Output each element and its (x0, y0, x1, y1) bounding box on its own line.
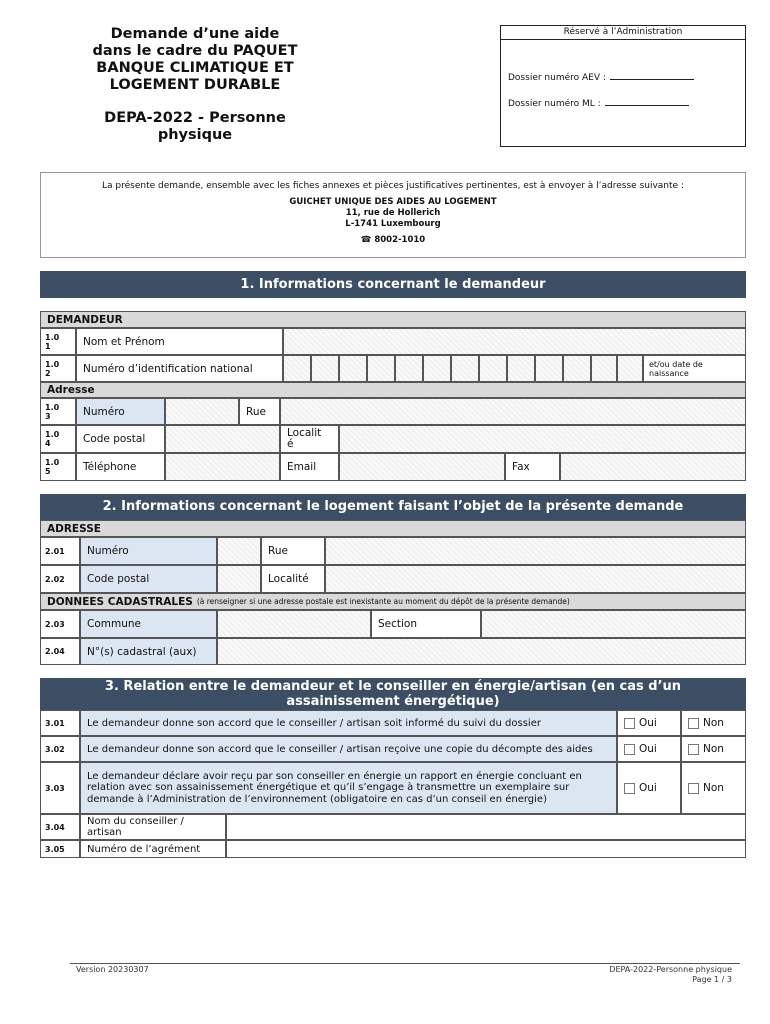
commune-label: Commune (80, 610, 217, 638)
copie-decompte-non[interactable] (681, 736, 746, 762)
accord-suivi-label: Le demandeur donne son accord que le conseiller / artisan soit informé du suivi du dossier (80, 710, 617, 736)
logement-numero-input[interactable] (217, 537, 261, 565)
section-input[interactable] (481, 610, 746, 638)
ml-label: Dossier numéro ML : (508, 99, 601, 109)
checkbox-icon[interactable] (688, 718, 699, 729)
admin-header: Réservé à l’Administration (501, 26, 745, 40)
oui-label: Oui (639, 717, 657, 729)
logement-localite-label: Localité (261, 565, 325, 593)
copie-decompte-label: Le demandeur donne son accord que le conseiller / artisan reçoive une copie du décompte des aides (80, 736, 617, 762)
logement-localite-input[interactable] (325, 565, 746, 593)
checkbox-icon[interactable] (688, 744, 699, 755)
checkbox-icon[interactable] (624, 783, 635, 794)
nom-prenom-label: Nom et Prénom (76, 328, 283, 355)
agrement-label: Numéro de l’agrément (80, 840, 226, 858)
logement-numero-label: Numéro (80, 537, 217, 565)
row-number: 2.02 (40, 565, 80, 593)
section-label: Section (371, 610, 481, 638)
telephone-input[interactable] (165, 453, 280, 481)
row-number: 3.05 (40, 840, 80, 858)
row-number: 1.0 2 (40, 355, 76, 382)
section3-title-line: 3. Relation entre le demandeur et le conseiller en énergie/artisan (en cas d’un (104, 679, 682, 694)
rapport-energie-oui[interactable] (617, 762, 681, 814)
code-postal-input[interactable] (165, 425, 280, 453)
logement-rue-label: Rue (261, 537, 325, 565)
row-number: 3.02 (40, 736, 80, 762)
matricule-digit[interactable] (479, 355, 507, 382)
matricule-digit[interactable] (535, 355, 563, 382)
row-number: 1.0 4 (40, 425, 76, 453)
demandeur-label: DEMANDEUR (40, 311, 746, 328)
row-number: 2.04 (40, 638, 80, 665)
title-line: DEPA-2022 - Personne (104, 110, 286, 126)
email-label: Email (280, 453, 339, 481)
localite-label: Localit é (280, 425, 339, 453)
oui-label: Oui (639, 743, 657, 755)
rapport-energie-non[interactable] (681, 762, 746, 814)
localite-input[interactable] (339, 425, 746, 453)
address-street: 11, rue de Hollerich (345, 208, 441, 218)
row-number: 3.04 (40, 814, 80, 840)
logement-cp-label: Code postal (80, 565, 217, 593)
telephone-label: Téléphone (76, 453, 165, 481)
oui-label: Oui (639, 782, 657, 794)
numero-input[interactable] (165, 398, 239, 425)
adresse-label: ADRESSE (40, 520, 746, 537)
accord-suivi-non[interactable] (681, 710, 746, 736)
conseiller-name-input[interactable] (226, 814, 746, 840)
ml-line (508, 99, 689, 109)
logement-cp-input[interactable] (217, 565, 261, 593)
footer-page: Page 1 / 3 (692, 975, 732, 984)
title-line: Demande d’une aide (110, 26, 280, 42)
address-box (40, 172, 746, 258)
non-label: Non (703, 782, 724, 794)
aev-field[interactable] (610, 79, 694, 80)
non-label: Non (703, 743, 724, 755)
agrement-input[interactable] (226, 840, 746, 858)
date-naissance-note: et/ou date de naissance (643, 355, 746, 382)
section1-header: 1. Informations concernant le demandeur (40, 271, 746, 298)
address-org: GUICHET UNIQUE DES AIDES AU LOGEMENT (289, 197, 497, 207)
matricule-digit[interactable] (423, 355, 451, 382)
matricule-digit[interactable] (311, 355, 339, 382)
matricule-digit[interactable] (283, 355, 311, 382)
matricule-digit[interactable] (339, 355, 367, 382)
address-city: L-1741 Luxembourg (345, 219, 441, 229)
checkbox-icon[interactable] (624, 744, 635, 755)
rapport-energie-label: Le demandeur déclare avoir reçu par son conseiller en énergie un rapport en énergie concluant en relation avec son assainissement énergétique et qu’il s’engage à transmettre un exemplaire sur demande à l’Administration de l’environnement (obligatoire en cas d’un conseil en énergie) (80, 762, 617, 814)
commune-input[interactable] (217, 610, 371, 638)
rue-label: Rue (239, 398, 280, 425)
fax-input[interactable] (560, 453, 746, 481)
row-number: 3.03 (40, 762, 80, 814)
row-number: 2.03 (40, 610, 80, 638)
matricule-digit[interactable] (591, 355, 617, 382)
address-phone: ☎ 8002-1010 (360, 235, 426, 245)
cadastre-note: (à renseigner si une adresse postale est inexistante au moment du dépôt de la présente demande) (196, 597, 570, 606)
copie-decompte-oui[interactable] (617, 736, 681, 762)
matricule-digit[interactable] (451, 355, 479, 382)
footer-rule (70, 963, 740, 964)
numero-label: Numéro (76, 398, 165, 425)
title-line: physique (157, 127, 233, 143)
row-number: 2.01 (40, 537, 80, 565)
title-line: LOGEMENT DURABLE (109, 77, 281, 93)
matricule-digit[interactable] (395, 355, 423, 382)
rue-input[interactable] (280, 398, 746, 425)
row-number: 3.01 (40, 710, 80, 736)
section3-header (40, 678, 746, 710)
footer-version: Version 20230307 (76, 965, 149, 974)
matricule-digit[interactable] (507, 355, 535, 382)
cadastral-number-label: N°(s) cadastral (aux) (80, 638, 217, 665)
section2-header: 2. Informations concernant le logement faisant l’objet de la présente demande (40, 494, 746, 520)
email-input[interactable] (339, 453, 505, 481)
cadastral-number-input[interactable] (217, 638, 746, 665)
adresse-label: Adresse (40, 382, 746, 398)
title-line: dans le cadre du PAQUET (92, 43, 298, 59)
cadastre-label: DONNEES CADASTRALES (47, 595, 193, 608)
matricule-digit[interactable] (563, 355, 591, 382)
code-postal-label: Code postal (76, 425, 165, 453)
row-number: 1.0 3 (40, 398, 76, 425)
ml-field[interactable] (605, 105, 689, 106)
row-number: 1.0 5 (40, 453, 76, 481)
title-line: BANQUE CLIMATIQUE ET (96, 60, 294, 76)
matricule-digit[interactable] (367, 355, 395, 382)
accord-suivi-oui[interactable] (617, 710, 681, 736)
non-label: Non (703, 717, 724, 729)
address-intro: La présente demande, ensemble avec les fiches annexes et pièces justificatives pertinentes, est à envoyer à l’adresse suivante : (102, 181, 684, 191)
fax-label: Fax (505, 453, 560, 481)
section3-title-line: assainissement énergétique) (286, 694, 500, 709)
checkbox-icon[interactable] (624, 718, 635, 729)
matricule-digit[interactable] (617, 355, 643, 382)
nom-prenom-input[interactable] (283, 328, 746, 355)
matricule-label: Numéro d’identification national (76, 355, 283, 382)
conseiller-name-label: Nom du conseiller / artisan (80, 814, 226, 840)
logement-rue-input[interactable] (325, 537, 746, 565)
admin-reserved-box (500, 25, 746, 147)
cadastre-header (40, 593, 746, 610)
aev-label: Dossier numéro AEV : (508, 73, 606, 83)
form-title (60, 26, 330, 144)
aev-line (508, 73, 694, 83)
footer-doc: DEPA-2022-Personne physique (609, 965, 732, 974)
row-number: 1.0 1 (40, 328, 76, 355)
checkbox-icon[interactable] (688, 783, 699, 794)
